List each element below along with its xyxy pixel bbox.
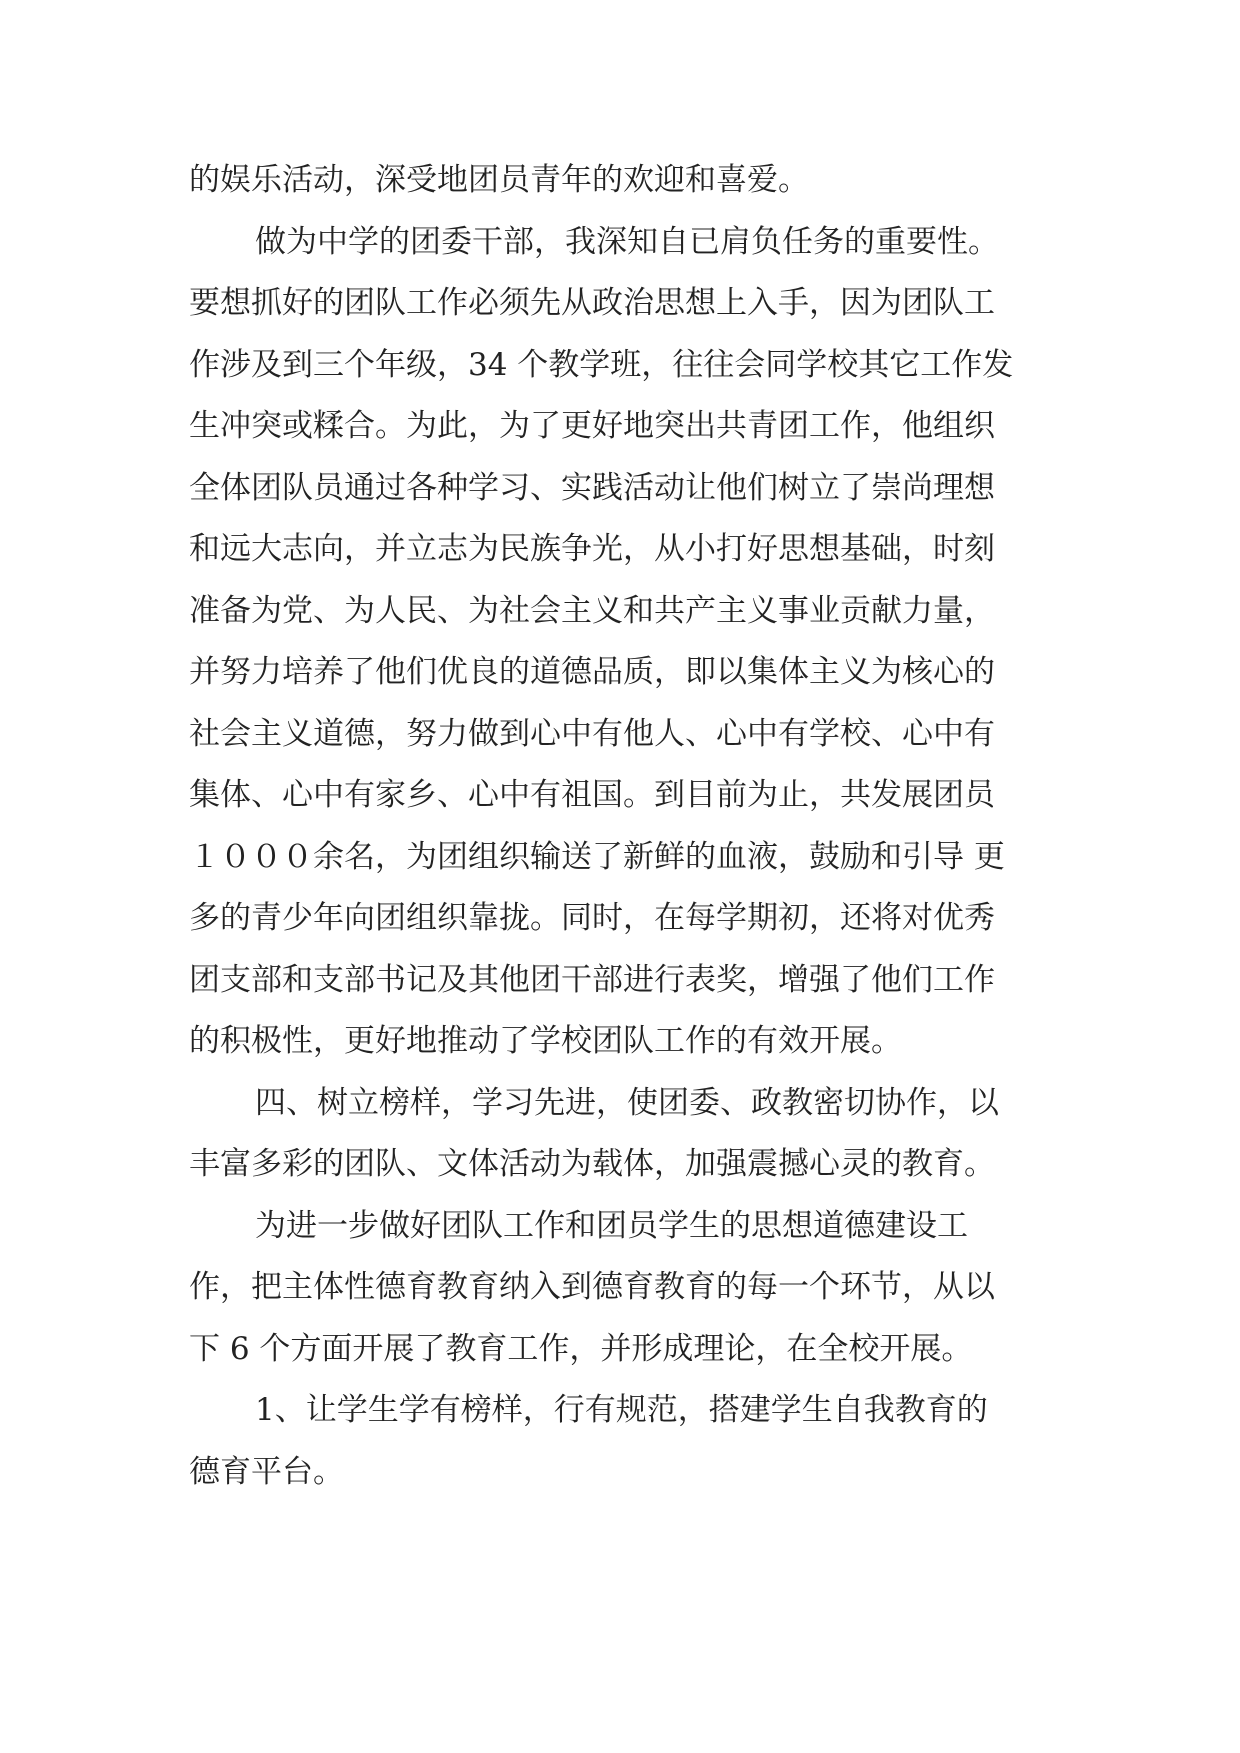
text-line: 的娱乐活动，深受地团员青年的欢迎和喜爱。 (189, 162, 809, 198)
text-line: 团支部和支部书记及其他团干部进行表奖，增强了他们工作 (189, 961, 995, 998)
text-line: 为进一步做好团队工作和团员学生的思想道德建设工 (255, 1207, 968, 1244)
text-line: 丰富多彩的团队、文体活动为载体，加强震撼心灵的教育。 (189, 1146, 995, 1182)
text-line: 集体、心中有家乡、心中有祖国。到目前为止，共发展团员 (189, 777, 995, 813)
text-line: 1、让学生学有榜样，行有规范，搭建学生自我教育的 (255, 1392, 988, 1428)
text-line: 和远大志向，并立志为民族争光，从小打好思想基础，时刻 (189, 531, 995, 567)
text-line: 要想抓好的团队工作必须先从政治思想上入手，因为团队工 (189, 285, 995, 321)
document-body (189, 150, 1059, 1503)
text-line: 四、树立榜样，学习先进，使团委、政教密切协作，以 (255, 1084, 999, 1121)
text-line: 准备为党、为人民、为社会主义和共产主义事业贡献力量， (189, 592, 995, 629)
text-line: 作，把主体性德育教育纳入到德育教育的每一个环节，从以 (189, 1269, 995, 1305)
text-line: 做为中学的团委干部，我深知自已肩负任务的重要性。 (255, 223, 999, 260)
text-line: 全体团队员通过各种学习、实践活动让他们树立了崇尚理想 (189, 469, 995, 506)
text-line: １０００余名，为团组织输送了新鲜的血液，鼓励和引导 更 (189, 838, 1005, 875)
text-line: 多的青少年向团组织靠拢。同时，在每学期初，还将对优秀 (189, 900, 995, 936)
text-line: 德育平台。 (189, 1453, 344, 1490)
text-line: 生冲突或糅合。为此，为了更好地突出共青团工作，他组织 (189, 408, 995, 444)
text-line: 的积极性，更好地推动了学校团队工作的有效开展。 (189, 1023, 902, 1059)
text-line: 作涉及到三个年级，34 个教学班，往往会同学校其它工作发 (189, 346, 1014, 383)
text-line: 并努力培养了他们优良的道德品质，即以集体主义为核心的 (189, 654, 995, 690)
text-line: 下 6 个方面开展了教育工作，并形成理论，在全校开展。 (189, 1330, 973, 1367)
text-line: 社会主义道德，努力做到心中有他人、心中有学校、心中有 (189, 715, 995, 752)
